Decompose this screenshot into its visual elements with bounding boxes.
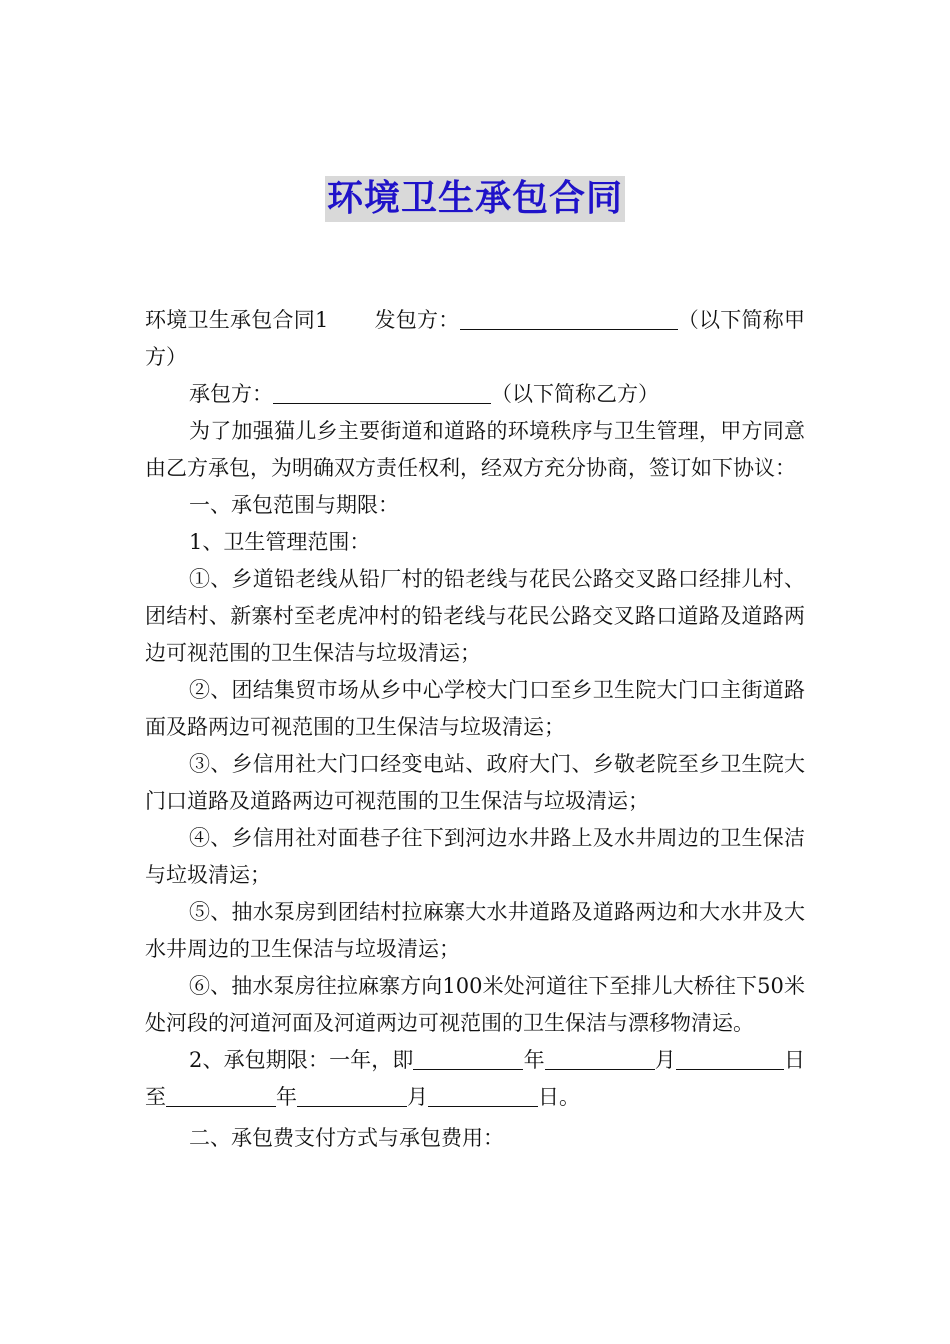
scope-item-4: ④、乡信用社对面巷子往下到河边水井路上及水井周边的卫生保洁与垃圾清运； — [145, 826, 805, 887]
end-month-blank — [297, 1082, 407, 1107]
end-month-label: 月 — [407, 1085, 428, 1109]
subsection-scope-heading: 1、卫生管理范围： — [189, 530, 371, 554]
contract-heading: 环境卫生承包合同1 — [145, 308, 329, 332]
paragraph-preamble: 为了加强猫儿乡主要街道和道路的环境秩序与卫生管理，甲方同意由乙方承包，为明确双方责任权利，经双方充分协商，签订如下协议： — [145, 419, 805, 480]
start-month-blank — [545, 1045, 655, 1070]
end-year-blank — [166, 1082, 276, 1107]
party-a-blank — [460, 305, 678, 330]
party-b-label: 承包方： — [189, 382, 273, 406]
end-day-label: 日。 — [538, 1085, 580, 1109]
term-line — [145, 1042, 805, 1116]
party-a-label: 发包方： — [374, 308, 460, 332]
start-year-label: 年 — [523, 1048, 545, 1072]
scope-item-1: ①、乡道铅老线从铅厂村的铅老线与花民公路交叉路口经排儿村、团结村、新寨村至老虎冲村的铅老线与花民公路交叉路口道路及道路两边可视范围的卫生保洁与垃圾清运； — [145, 567, 805, 665]
scope-item-5: ⑤、抽水泵房到团结村拉麻寨大水井道路及道路两边和大水井及大水井周边的卫生保洁与垃圾清运； — [145, 900, 805, 961]
start-month-label: 月 — [654, 1048, 676, 1072]
scope-item-3: ③、乡信用社大门口经变电站、政府大门、乡敬老院至乡卫生院大门口道路及道路两边可视范围的卫生保洁与垃圾清运； — [145, 752, 805, 813]
section-two-heading: 二、承包费支付方式与承包费用： — [189, 1126, 504, 1150]
end-year-label: 年 — [276, 1085, 297, 1109]
scope-item-2: ②、团结集贸市场从乡中心学校大门口至乡卫生院大门口主街道路面及路两边可视范围的卫生保洁与垃圾清运； — [145, 678, 805, 739]
term-prefix: 2、承包期限：一年，即 — [189, 1048, 414, 1072]
document-title: 环境卫生承包合同 — [325, 176, 625, 222]
scope-item-6: ⑥、抽水泵房往拉麻寨方向100米处河道往下至排儿大桥往下50米处河段的河道河面及河道两边可视范围的卫生保洁与漂移物清运。 — [145, 974, 805, 1035]
intro-line — [145, 302, 805, 376]
party-b-line — [145, 376, 805, 413]
document-body — [145, 302, 805, 1157]
party-a-suffix: （以下简称甲方） — [145, 308, 805, 369]
party-b-blank — [273, 379, 491, 404]
day-to-label: 日至 — [145, 1048, 805, 1109]
end-day-blank — [428, 1082, 538, 1107]
party-b-suffix: （以下简称乙方） — [491, 382, 659, 406]
title-container — [0, 176, 950, 222]
section-one-heading: 一、承包范围与期限： — [189, 493, 399, 517]
start-year-blank — [413, 1045, 523, 1070]
start-day-blank — [676, 1045, 784, 1070]
